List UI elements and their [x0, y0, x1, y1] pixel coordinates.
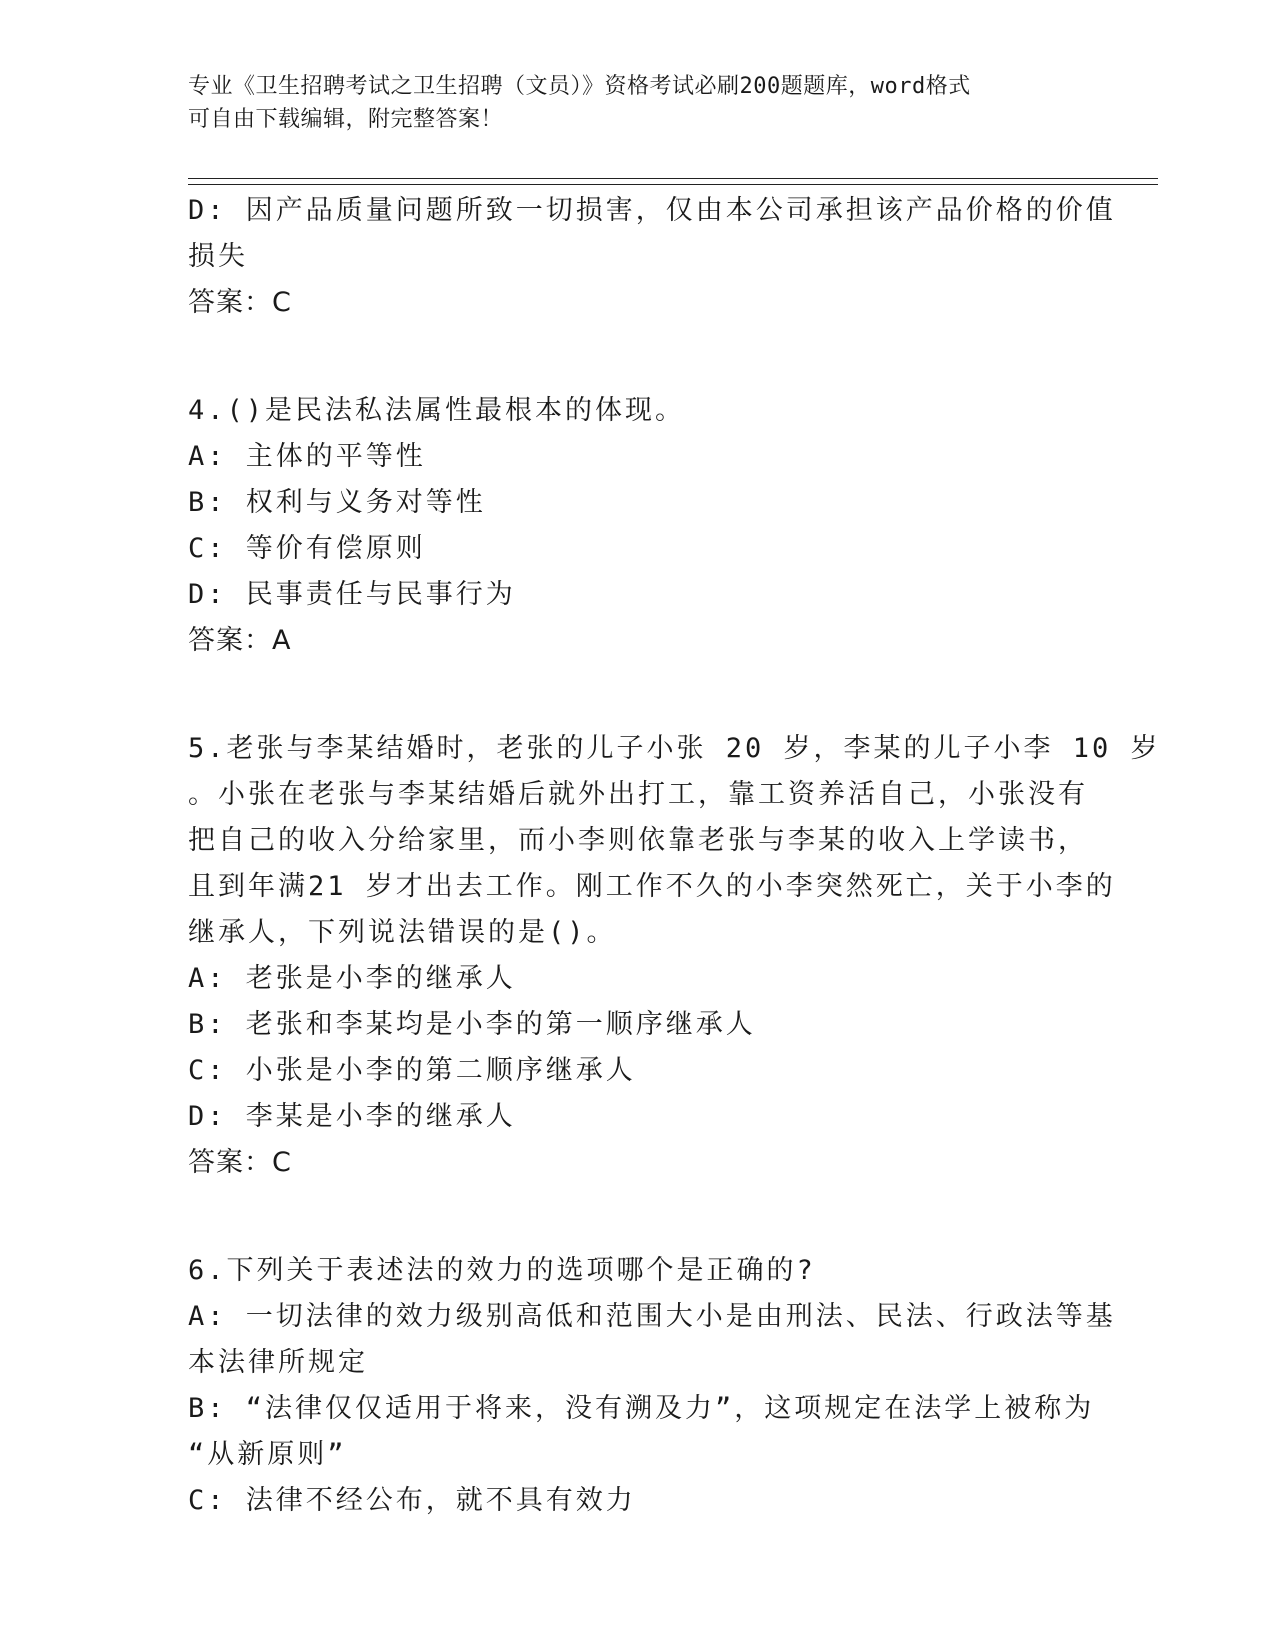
- q4-option-b: B: 权利与义务对等性: [188, 487, 486, 518]
- q5-stem-line-5: 继承人，下列说法错误的是()。: [188, 917, 617, 948]
- header-line-2: 可自由下载编辑，附完整答案！: [188, 107, 504, 132]
- spacer: [188, 664, 1088, 726]
- question-content: [188, 188, 1161, 1524]
- spacer: [188, 1186, 1088, 1248]
- q4-option-a: A: 主体的平等性: [188, 441, 426, 472]
- q5-option-b: B: 老张和李某均是小李的第一顺序继承人: [188, 1009, 756, 1040]
- header-line-1: 专业《卫生招聘考试之卫生招聘（文员）》资格考试必刷200题题库，word格式: [188, 74, 971, 99]
- q6-option-a-line-2: 本法律所规定: [188, 1347, 368, 1378]
- q6-option-a-line-1: A: 一切法律的效力级别高低和范围大小是由刑法、民法、行政法等基: [188, 1301, 1116, 1332]
- q5-stem-line-4: 且到年满21 岁才出去工作。刚工作不久的小李突然死亡，关于小李的: [188, 871, 1116, 902]
- q5-answer: 答案：C: [188, 1147, 292, 1178]
- document-header: [188, 70, 1068, 136]
- q3-answer: 答案：C: [188, 287, 292, 318]
- q5-option-a: A: 老张是小李的继承人: [188, 963, 516, 994]
- q5-option-c: C: 小张是小李的第二顺序继承人: [188, 1055, 636, 1086]
- question-5: [188, 726, 1161, 1186]
- q4-stem: 4.()是民法私法属性最根本的体现。: [188, 395, 686, 426]
- q4-option-d: D: 民事责任与民事行为: [188, 579, 516, 610]
- question-3-tail: [188, 188, 1116, 326]
- header-divider-bottom: [188, 184, 1158, 185]
- question-4: [188, 388, 1088, 664]
- q6-option-b-line-1: B: “法律仅仅适用于将来，没有溯及力”，这项规定在法学上被称为: [188, 1393, 1095, 1424]
- q4-option-c: C: 等价有偿原则: [188, 533, 426, 564]
- q5-stem-line-3: 把自己的收入分给家里，而小李则依靠老张与李某的收入上学读书，: [188, 825, 1088, 856]
- q5-option-d: D: 李某是小李的继承人: [188, 1101, 516, 1132]
- q4-answer: 答案：A: [188, 625, 292, 656]
- q6-stem: 6.下列关于表述法的效力的选项哪个是正确的?: [188, 1255, 816, 1286]
- q3-option-d-line-2: 损失: [188, 241, 248, 272]
- q6-option-b-line-2: “从新原则”: [188, 1439, 347, 1470]
- question-6: [188, 1248, 1116, 1524]
- q3-option-d-line-1: D: 因产品质量问题所致一切损害，仅由本公司承担该产品价格的价值: [188, 195, 1116, 226]
- q5-stem-line-1: 5.老张与李某结婚时，老张的儿子小张 20 岁，李某的儿子小李 10 岁: [188, 733, 1161, 764]
- q6-option-c: C: 法律不经公布，就不具有效力: [188, 1485, 636, 1516]
- q5-stem-line-2: 。小张在老张与李某结婚后就外出打工，靠工资养活自己，小张没有: [188, 779, 1088, 810]
- spacer: [188, 326, 1088, 388]
- header-divider-top: [188, 178, 1158, 179]
